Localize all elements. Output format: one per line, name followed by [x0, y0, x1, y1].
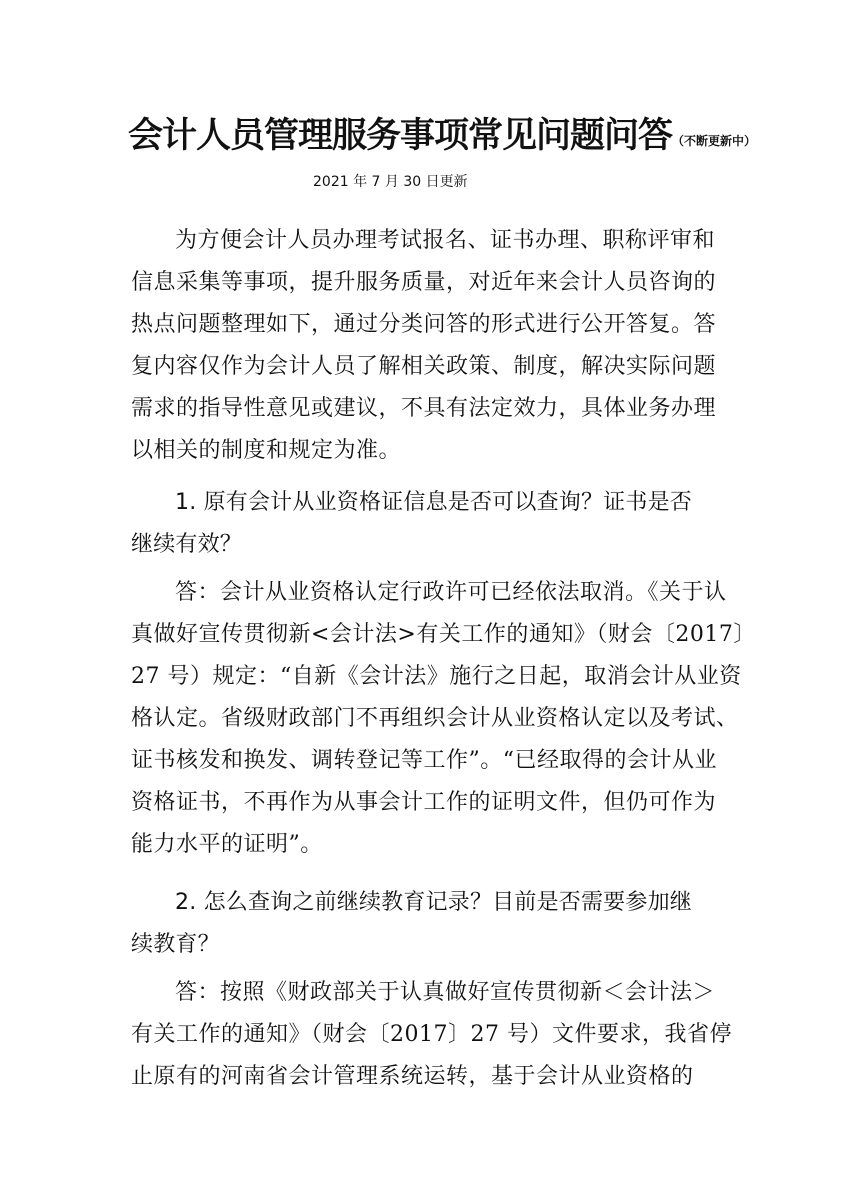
answer-2-line-3: 止原有的河南省会计管理系统运转，基于会计从业资格的	[131, 1064, 694, 1089]
question-2-line-1: 2. 怎么查询之前继续教育记录？目前是否需要参加继	[175, 890, 692, 915]
answer-2-line-2: 有关工作的通知》（财会〔2017〕27 号）文件要求，我省停	[131, 1022, 732, 1047]
question-1-line-2: 继续有效？	[131, 532, 243, 557]
title-main: 会计人员管理服务事项常见问题问答	[128, 115, 673, 156]
intro-line-5: 需求的指导性意见或建议，不具有法定效力，具体业务办理	[131, 396, 717, 421]
update-date: 2021 年 7 月 30 日更新	[313, 174, 468, 190]
title-note: （不断更新中）	[672, 134, 757, 148]
answer-1-line-6: 资格证书，不再作为从事会计工作的证明文件，但仍可作为	[131, 790, 717, 815]
question-2-line-2: 续教育？	[131, 932, 220, 957]
intro-line-1: 为方便会计人员办理考试报名、证书办理、职称评审和	[175, 228, 716, 253]
answer-1-line-3: 27 号）规定：“自新《会计法》施行之日起，取消会计从业资	[131, 664, 742, 689]
intro-line-6: 以相关的制度和规定为准。	[131, 438, 402, 463]
question-1-line-1: 1. 原有会计从业资格证信息是否可以查询？证书是否	[175, 490, 692, 515]
intro-line-2: 信息采集等事项，提升服务质量，对近年来会计人员咨询的	[131, 270, 717, 295]
answer-2-line-1: 答：按照《财政部关于认真做好宣传贯彻新＜会计法＞	[175, 980, 716, 1005]
document-title	[128, 114, 757, 163]
answer-1-line-1: 答：会计从业资格认定行政许可已经依法取消。《关于认	[175, 580, 727, 605]
intro-line-3: 热点问题整理如下，通过分类问答的形式进行公开答复。答	[131, 312, 717, 337]
answer-1-line-5: 证书核发和换发、调转登记等工作”。“已经取得的会计从业	[131, 748, 717, 773]
answer-1-line-7: 能力水平的证明”。	[131, 832, 323, 857]
answer-1-line-4: 格认定。省级财政部门不再组织会计从业资格认定以及考试、	[131, 706, 739, 731]
answer-1-line-2: 真做好宣传贯彻新<会计法>有关工作的通知》（财会〔2017〕	[131, 622, 756, 647]
intro-line-4: 复内容仅作为会计人员了解相关政策、制度，解决实际问题	[131, 354, 717, 379]
